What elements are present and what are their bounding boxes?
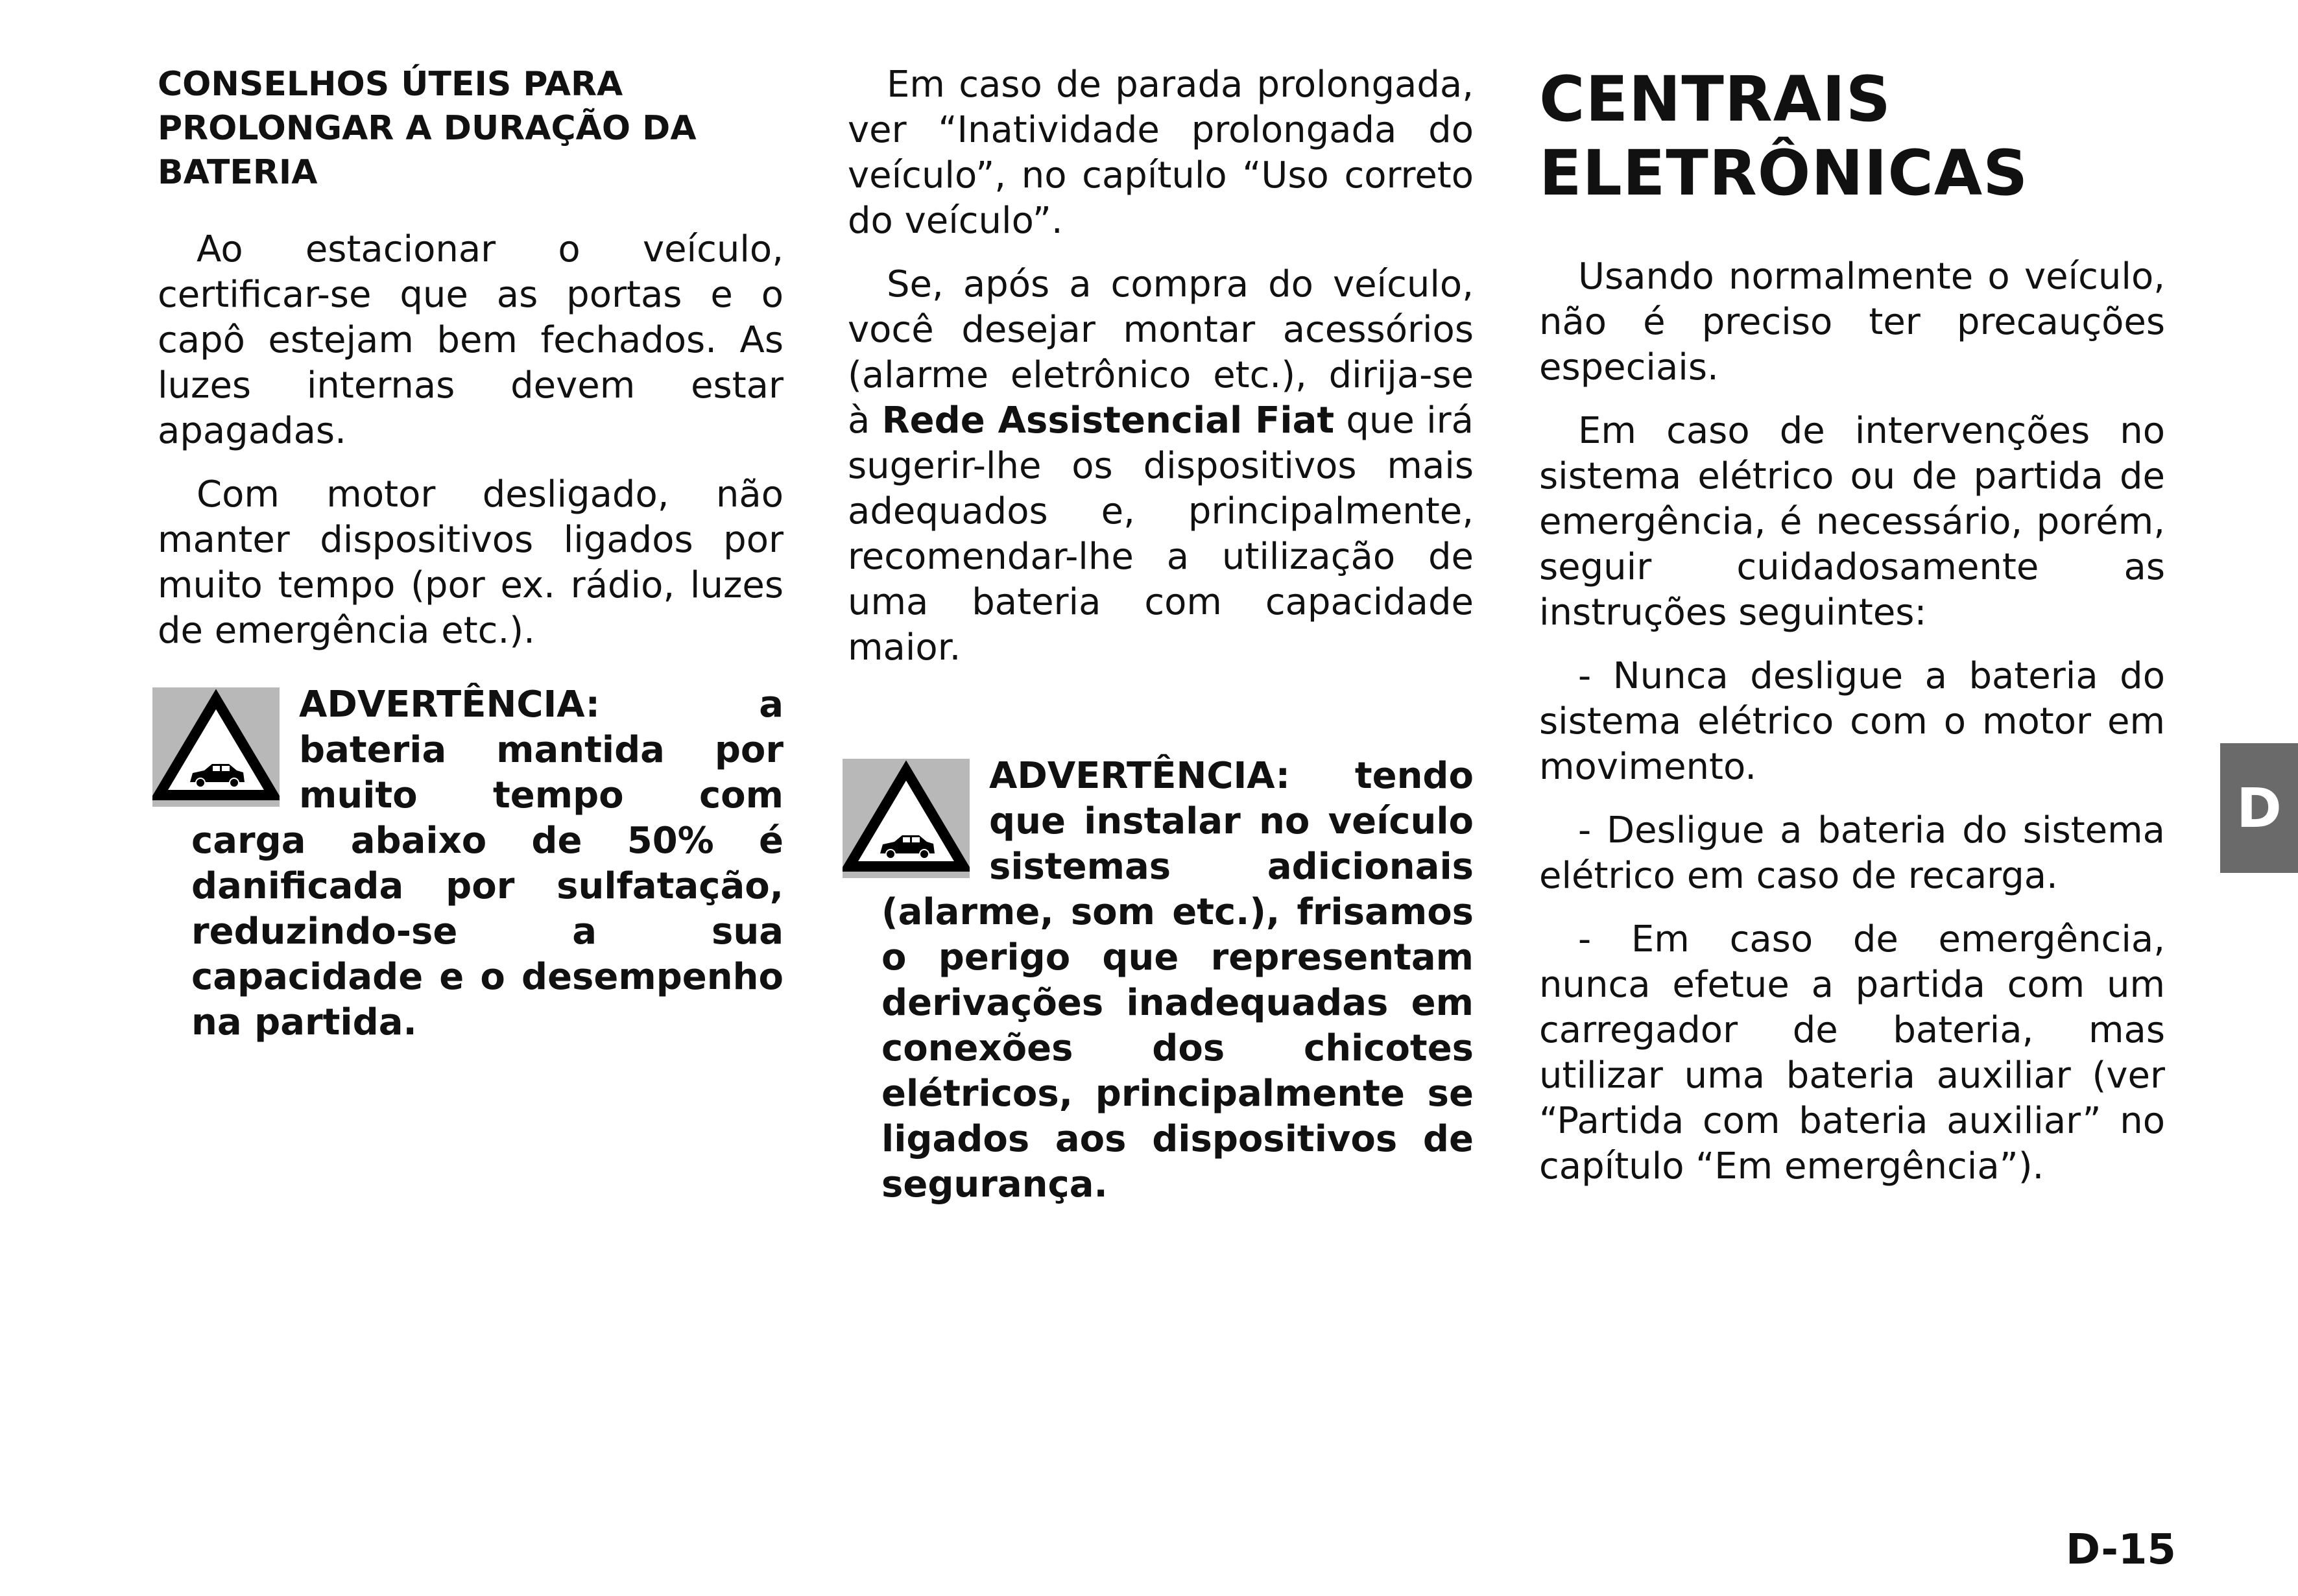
left-column xyxy=(158,62,784,1045)
warning-box xyxy=(152,682,784,1045)
paragraph-text: Se, após a compra do veículo, você desejar montar acessórios (alarme eletrônico etc.), dirija-se à xyxy=(848,263,1474,442)
dealer-network-name: Rede Assistencial Fiat xyxy=(881,399,1335,442)
title-line: CENTRAIS xyxy=(1539,63,1891,136)
paragraph-text: que irá sugerir-lhe os dispositivos mais adequados e, principalmente, recomendar-lhe a utilização de uma bateria com capacidade maior. xyxy=(848,399,1474,669)
warning-text: ADVERTÊNCIA: tendo que instalar no veículo sistemas adicionais (alarme, som etc.), frisamos o perigo que representam derivações inadequadas em conexões dos chicotes elétricos, principalmente se ligados aos dispositivos de segurança. xyxy=(881,755,1474,1206)
paragraph: Ao estacionar o veículo, certificar-se que as portas e o capô estejam bem fechados. As luzes internas devem estar apagadas. xyxy=(158,228,784,452)
right-column xyxy=(1539,62,2165,1208)
paragraph: Usando normalmente o veículo, não é preciso ter precauções especiais. xyxy=(1539,256,2165,388)
paragraph xyxy=(848,262,1474,671)
page-number: D-15 xyxy=(2066,1526,2176,1574)
paragraph: Em caso de intervenções no sistema elétrico ou de partida de emergência, é necessário, porém, seguir cuidadosamente as instruções seguintes: xyxy=(1539,410,2165,634)
section-heading: CONSELHOS ÚTEIS PARA PROLONGAR A DURAÇÃO DA BATERIA xyxy=(158,65,697,192)
paragraph: Em caso de parada prolongada, ver “Inatividade prolongada do veículo”, no capítulo “Uso correto do veículo”. xyxy=(848,64,1474,242)
warning-text: ADVERTÊNCIA: a bateria mantida por muito tempo com carga abaixo de 50% é danificada por sulfatação, reduzindo-se a sua capacidade e o desempenho na partida. xyxy=(191,684,784,1043)
middle-column xyxy=(848,62,1474,1208)
page-title xyxy=(1539,62,2165,210)
instruction-item: - Nunca desligue a bateria do sistema elétrico com o motor em movimento. xyxy=(1539,655,2165,788)
paragraph: Com motor desligado, não manter dispositivos ligados por muito tempo (por ex. rádio, luzes de emergência etc.). xyxy=(158,473,784,652)
chapter-tab: D xyxy=(2220,743,2298,873)
instruction-item: - Em caso de emergência, nunca efetue a partida com um carregador de bateria, mas utilizar uma bateria auxiliar (ver “Partida com bateria auxiliar” no capítulo “Em emergência”). xyxy=(1539,918,2165,1187)
warning-box xyxy=(843,754,1474,1208)
instruction-item: - Desligue a bateria do sistema elétrico em caso de recarga. xyxy=(1539,809,2165,897)
title-line: ELETRÔNICAS xyxy=(1539,137,2029,209)
warning-car-icon xyxy=(843,759,970,878)
warning-car-icon xyxy=(152,687,280,807)
